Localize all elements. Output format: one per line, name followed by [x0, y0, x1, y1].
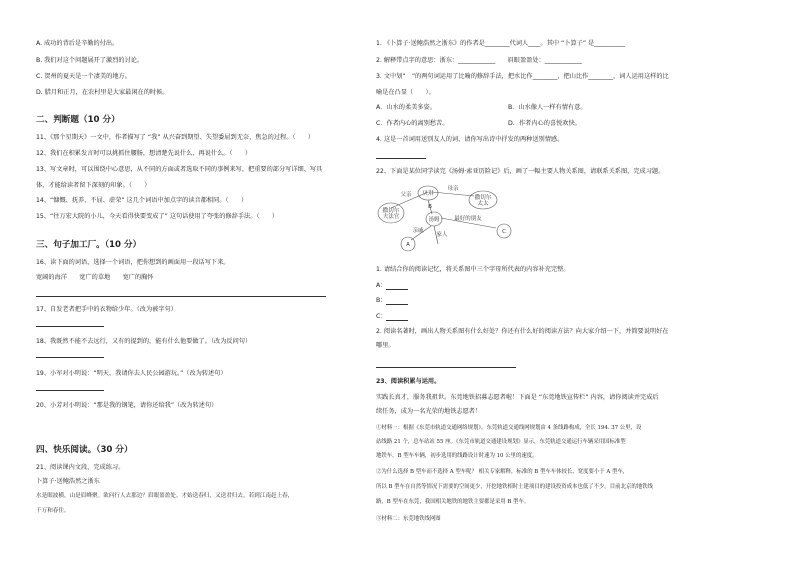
question-18: 18、我既然不能不去远行，又有的提到的，能有什么他要做了。（改为反问句） [36, 338, 252, 345]
choice-b: B．山水像人一样有情有意。 [508, 104, 587, 111]
edge-label-mother: 母亲 [447, 186, 459, 192]
edge-label-friend: 最好的朋友 [454, 216, 482, 222]
label-c: C [502, 229, 506, 235]
edge-label-family: 家人 [436, 232, 448, 238]
question-21-3: 3. 文中划“ ”的两句词运用了比喻的修辞手法，把水比作________，把山比作________，词人运用这样的比 [376, 73, 669, 80]
option-d: D. 腊月和正月，在农村里是大家最闲在的时候。 [36, 89, 169, 96]
label-becky: 贝琪 [422, 191, 434, 197]
question-22: 22、下面是某位同学读完《汤姆·索亚历险记》后，画了一幅主要人物关系图，请联系关系图，完成习题。 [376, 168, 665, 175]
label-judge-1: 撒切尔 [382, 208, 400, 214]
answer-line-16 [36, 296, 326, 297]
edge-label-father: 父亲 [400, 192, 412, 198]
material-2-line-3: 路，B 型车在东莞，我国相关地铁的地铁主要都是采用 B 型车。 [376, 499, 530, 505]
question-16: 16、读下面的词语，选择一个词语，把你想到的画面用一段话写下来。 [36, 259, 230, 266]
material-1-line-3: 地铁车，B 型车车辆，初步选用的线路设计时速为 10 公里的速度。 [376, 453, 538, 459]
choice-c: C．作者内心的离别愁苦。 [376, 120, 449, 127]
option-b: B. 我们对这个问题展开了激烈的讨论。 [36, 57, 144, 64]
answer-line-19 [36, 390, 104, 391]
poem-title: 卜算子·送鲍浩然之浙东 [36, 478, 100, 485]
material-2-line-2: 所以 B 型车在自然等情况下需要的空间更少，开挖地铁相时土建项目的建设投资成本也低了不少。目前北京的地铁线 [376, 484, 653, 490]
answer-line-17 [36, 326, 104, 327]
answer-b-label: B： [376, 297, 387, 304]
question-17: 17、自发老者把手中的衣物给少年。（改为被字句） [36, 306, 177, 313]
answer-line-21-4 [376, 158, 426, 159]
poem-line-1: 水是眼波横，山是眉峰聚。欲问行人去那边？眉眼盈盈处。才始送春归，又送君归去。若到江南赶上春， [36, 493, 294, 499]
option-a: A. 成功的背后是辛勤的付出。 [36, 40, 119, 47]
answer-line-18 [36, 357, 104, 358]
question-19: 19、小军对小明说：“明天，我请你去人民公园游玩。”（改为转述句） [36, 370, 227, 377]
label-tom: 汤姆 [428, 217, 440, 223]
section-4-title: 四、快乐阅读。（30 分） [36, 445, 133, 455]
material-1-line-2: 站线路 21 个，总车站站 55 座。《东莞市轨道交通建设规划》显示，东莞轨道交通运行车辆采用国标准型 [376, 439, 626, 445]
question-22-2: 2. 阅读名著时，画出人物关系图有什么好处？你还有什么好的阅读方法？向大家介绍一下，并简要说明好在 [376, 328, 669, 335]
question-13-cont: 体，才能给读者留下深刻的印象。（ ） [36, 182, 151, 189]
question-14: 14、“慷慨、抚养、不屈、虚荣” 这几个词语中加点字的读音都相同。（ ） [36, 197, 248, 204]
choice-d: D．作者内心的喜悦欢快。 [508, 120, 581, 127]
question-20: 20、小芳对小明说：“那是我的钢笔，请你还给我”（改为转述句） [36, 402, 218, 409]
label-mrs-1: 撒切尔 [474, 195, 492, 201]
answer-line-22-2 [376, 367, 516, 368]
answer-a-line [386, 289, 408, 290]
relationship-diagram [376, 178, 516, 258]
answer-b-line [386, 304, 408, 305]
edge-mother [432, 192, 474, 196]
question-11: 11、《那个星期天》一文中，作者描写了 “我” 从兴奋到期望、失望委屈到无奈，焦急的过程。（ ） [36, 134, 315, 141]
answer-c-line [386, 320, 408, 321]
label-judge-2: 夫法官 [382, 214, 400, 220]
label-a: A [406, 242, 410, 248]
material-1-line-1: ①材料一：根据《东莞市轨道交通网络规划》，东莞轨道交通线网规划由 4 条线路构成，全长 194. 37 公里，设 [376, 425, 642, 431]
poem-line-2: 千万和春住。 [36, 508, 70, 514]
section-3-title: 三、句子加工厂。（10 分） [36, 240, 142, 250]
question-12: 12、我们在积累发言时可以挑抓住腰肠，想清楚先说什么、再说什么。（ ） [36, 150, 252, 157]
question-21: 21、阅读课内文段，完成练习。 [36, 464, 125, 471]
question-13: 13、写文章时，可以围绕中心意思，从不同的方面或者选取不同的事例来写，把重要的部分写详细、写具 [36, 166, 323, 173]
question-21-1: 1. 《卜算子·送鲍浩然之浙东》的作者是________代词人____。其中 “卜算子” 是__________ [376, 40, 626, 47]
intro-line-1: 实践长真才，服务我祖世。东莞地铁招募志愿者啦！下面是 “东莞地铁宣传栏” 内容，请你阅读并完成后 [376, 394, 659, 401]
edge-label-relative: 亲戚 [412, 228, 424, 234]
question-15: 15、“往万宏大院的小儿，今天看得快要变成了” 这句话使用了夸张的修辞手法。（ ） [36, 213, 279, 220]
answer-c-label: C： [376, 313, 387, 320]
intro-line-2: 续任务，成为一名光荣的地铁志愿者！ [376, 408, 482, 415]
question-21-3-cont: 喻是在凸显（ ）。 [376, 89, 435, 96]
section-2-title: 二、判断题（10 分） [36, 115, 120, 125]
label-b: B [428, 204, 432, 210]
question-22-1: 1. 请结合你的阅读记忆，将关系图中三个字母所代表的内容补充完整。 [376, 266, 570, 273]
question-22-2-cont: 哪里。 [376, 342, 395, 349]
question-16-words: 宽阔的海洋 宽广的草地 宽广的胸怀 [36, 274, 154, 281]
option-c: C. 贺州的夏天是一个凄美的地方。 [36, 73, 131, 80]
answer-a-label: A： [376, 282, 387, 289]
material-2-line-1: ②为什么选择 B 型车而不选择 A 型车呢？ 相关专家解释，标准的 B 型车车体较长、宽度要小于 A 型车， [376, 469, 629, 475]
question-21-4: 4. 这是一首词用送别友人的词，请你写出诗中抒发的两种送别情感。 [376, 136, 564, 143]
label-mrs-2: 太太 [477, 201, 489, 207]
material-3-line: ③材料二：东莞地铁线网图 [376, 516, 441, 522]
question-21-2: 2. 解释带点字的意思：浙东：____________ 眉眼盈盈处：____________ [376, 57, 582, 64]
choice-a: A．山水的柔美多姿。 [376, 104, 436, 111]
question-23: 23、阅读积累与运用。 [376, 378, 441, 385]
